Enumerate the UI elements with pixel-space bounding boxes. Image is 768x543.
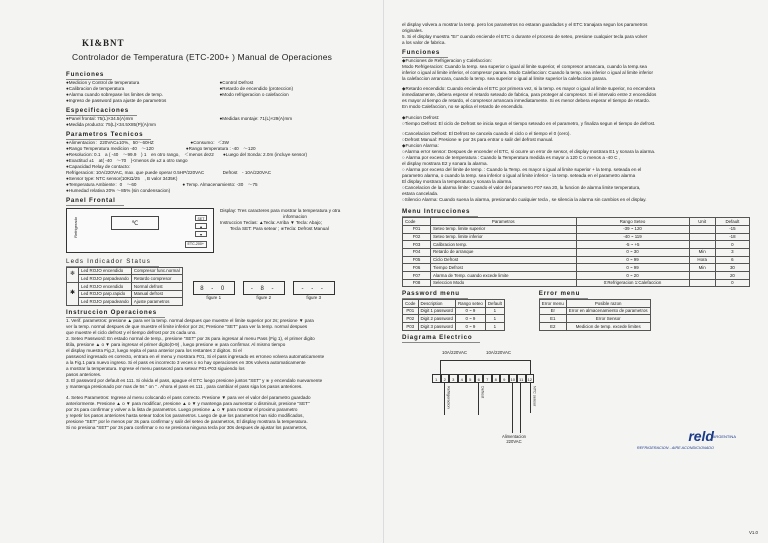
cell-range: -5 ~ +5 bbox=[576, 241, 689, 249]
funciones-text bbox=[402, 58, 754, 203]
table-cell: Digit 2 password bbox=[418, 315, 455, 323]
figure-2 bbox=[243, 281, 285, 301]
password-table bbox=[402, 299, 505, 331]
cell-code: F07 bbox=[403, 271, 431, 279]
wiring-diagram bbox=[402, 346, 754, 466]
wire bbox=[520, 383, 521, 433]
figure-caption: figure 2 bbox=[256, 294, 272, 300]
cell-range: 0:Refrigeracion 1:Calefaccion bbox=[576, 279, 689, 287]
param-line: ●Sensor type: NTC sensor(10KΩ/25 , B valor 3435K) bbox=[66, 175, 178, 181]
instr-line: 4. Seteo Parametros: Ingrese al menu colocando el pass correcto. Presione ▼ para ver el valor del parametro guardado bbox=[66, 394, 311, 400]
table-cell: Led ROJO parpadeando bbox=[79, 275, 132, 283]
cell-range: -39 ~ 120 bbox=[576, 225, 689, 233]
func-line: ○Defrost Manual: Presione ※ por 3s para entrar o salir del defrost manual. bbox=[402, 136, 554, 142]
wire bbox=[444, 383, 445, 415]
instr-line: password ingresado es correcto, entrara en el menu y mostrara F01, Si el pass ingresado es erroneo volvera automaticamente bbox=[66, 354, 325, 360]
table-cell: Error Sensor bbox=[566, 315, 650, 323]
section-funciones-right: Funciones bbox=[402, 49, 448, 58]
section-funciones: Funciones bbox=[66, 71, 112, 80]
relay-label-1: 10A/220VAC bbox=[442, 349, 468, 355]
funcion-item: ●Alarma cuando sobrepase los limites de temp. bbox=[66, 91, 163, 97]
table-cell: Er bbox=[539, 307, 566, 315]
cell-default: 30 bbox=[715, 264, 749, 272]
intro-line: a los valor de fabrica. bbox=[402, 40, 446, 46]
cell-range: -40 ~ 119 bbox=[576, 233, 689, 241]
table-cell: Retardo compresor bbox=[131, 275, 182, 283]
cell-param: Tiempo Defrost bbox=[430, 264, 576, 272]
funcion-item: ●Calibracion de temperatura bbox=[66, 85, 125, 91]
funciones-list bbox=[66, 80, 373, 104]
table-cell: P02 bbox=[403, 315, 419, 323]
func-line: Modo Refrigeracion: Cuando la temp. sea superior o igual al limite superior, el compresor arrancara, cuando la temp.sea bbox=[402, 64, 647, 70]
func-line: ○Silencio Alarma: Cuando suena la alarma, presionando cualquier tecla , se silencia la alarma sin cambios en el display. bbox=[402, 197, 647, 203]
table-header: Default bbox=[715, 218, 749, 226]
funcion-item: ●Modo refrigeracion o calefaccion bbox=[219, 91, 289, 97]
cell-range: 0 ~ 99 bbox=[576, 264, 689, 272]
table-cell: Digit 1 password bbox=[418, 307, 455, 315]
cell-unit bbox=[689, 225, 715, 233]
snowflake-icon: ❄ bbox=[67, 267, 79, 282]
instr-line: Si no presiona "SET" por 3s para confirmar o no se presiona ninguna tecla por 30s despues de ajustar los parametros, bbox=[66, 424, 308, 430]
funcion-item: ●Control Defrost bbox=[219, 79, 254, 85]
figure-3 bbox=[293, 281, 335, 301]
table-cell: Error en almacenamiento de parametros bbox=[566, 307, 650, 315]
panel-desc-line: informacion bbox=[283, 213, 307, 219]
terminal: 9 bbox=[500, 374, 509, 383]
section-leds: Leds Indicador Status bbox=[66, 258, 159, 267]
table-row bbox=[67, 267, 183, 275]
wire bbox=[440, 360, 530, 361]
func-line: En modo Calefaccion, no se aplica el retardo de encendido. bbox=[402, 104, 524, 110]
terminal: 2 bbox=[441, 374, 450, 383]
panel-frontal bbox=[66, 208, 373, 253]
cell-unit bbox=[689, 271, 715, 279]
func-line: ○Tiempo Defrost: El ciclo de Defrost se inicia segun el tiempo seteado en el parametro, y finaliza segun el tiempo de defrost. bbox=[402, 120, 656, 126]
error-block bbox=[539, 287, 651, 331]
table-header: Parametros bbox=[430, 218, 576, 226]
table-header: Code bbox=[403, 300, 419, 308]
param-line: ●Temperatura Ambiente：0 ～60 ● Temp. Almacenamiento: -30 ～75 bbox=[66, 181, 258, 187]
instr-line: 1. Verif. parametros: presione ▲ para ver la temp. normal despues que muestre el limite superior por 2s; presione ▼ para bbox=[66, 317, 314, 323]
table-row bbox=[403, 323, 505, 331]
instr-line: por 2s para confirmar y volver a la lista de parametros. Luego presione ▲ o ▼ para mostrar el proximo parametro bbox=[66, 406, 298, 412]
brand-logo: KI&BNT bbox=[82, 38, 125, 48]
table-row bbox=[403, 241, 750, 249]
right-column bbox=[384, 0, 768, 543]
param-line: ●Alimentacion：220VAC±10%、50～60HZ ●Consumo：＜3W bbox=[66, 139, 229, 145]
table-cell: 0 ~ 9 bbox=[455, 315, 485, 323]
instr-line: ver la temp. normal despues de que muestre el limite inferior por 2s; Presione "SET" para ver la temp. normal despues bbox=[66, 323, 308, 329]
wire bbox=[530, 360, 531, 374]
label-refrigeracion: Refrigeracion bbox=[446, 385, 451, 409]
instr-line: que muestre el ciclo defrost y el tiempo defrost por 2s cada uno. bbox=[66, 329, 197, 335]
cell-param: Seteo temp. limite inferior bbox=[430, 233, 576, 241]
terminal: 8 bbox=[492, 374, 501, 383]
cell-unit bbox=[689, 233, 715, 241]
reld-logo: reld bbox=[688, 427, 714, 444]
leds-table bbox=[66, 267, 183, 306]
spec-item: ●Medida producto: 75(L)×34.5X85(P)(A)mm bbox=[66, 121, 156, 127]
table-cell: 0 ~ 9 bbox=[455, 323, 485, 331]
instrucciones-text bbox=[66, 318, 373, 431]
param-line: ●Exactitud ±1 at( -40 ～70 )<menos de ±2 a otro rango bbox=[66, 157, 188, 163]
terminal: 6 bbox=[475, 374, 484, 383]
instr-line: pasos anteriores. bbox=[66, 372, 102, 378]
cell-param: Retardo de arranque bbox=[430, 248, 576, 256]
terminal: 12 bbox=[526, 374, 535, 383]
table-row bbox=[539, 323, 650, 331]
func-line: ○Alarma error sensor: Despues de encender el ETC, si ocurre un error de sensor, el display mostrara E1 y sonara la alarma. bbox=[402, 148, 656, 154]
instr-line: anteriormente. Presione ▲ o ▼ para modificar, presione ▲ o ▼ y mantenga para aumentar o disminuir, presione "SET" bbox=[66, 400, 310, 406]
cell-param: Seteo temp. limite superior bbox=[430, 225, 576, 233]
cell-param: Calibracion temp. bbox=[430, 241, 576, 249]
especificaciones-list bbox=[66, 116, 373, 128]
func-line: el display mostrara E2 y sonara la alarma. bbox=[402, 160, 488, 166]
table-row bbox=[539, 307, 650, 315]
table-row bbox=[403, 279, 750, 287]
leds-area bbox=[66, 267, 373, 306]
table-row bbox=[539, 315, 650, 323]
figure-display: - - - bbox=[293, 281, 335, 295]
cell-code: F08 bbox=[403, 279, 431, 287]
instr-line: y mantenga presionado por mas de 5s " on " . Ahora el pass es 111 , para cambiar el pass siga los pasos anteriores. bbox=[66, 384, 303, 390]
panel-desc-line: Display: Tres caracteres para mostrar la temperatura y otra bbox=[220, 207, 341, 213]
table-cell: 1 bbox=[485, 307, 504, 315]
table-row bbox=[403, 307, 505, 315]
panel-description bbox=[220, 208, 370, 253]
document-title: Controlador de Temperatura (ETC-200+ ) Manual de Operaciones bbox=[72, 52, 333, 63]
table-header: Error menu bbox=[539, 300, 566, 308]
cell-default: 6 bbox=[715, 256, 749, 264]
lcd-display: ℃ bbox=[111, 216, 159, 230]
cell-default: -15 bbox=[715, 225, 749, 233]
cell-unit: Min bbox=[689, 248, 715, 256]
figure-display: - 8 - bbox=[243, 281, 285, 295]
func-line: estara cancelada. bbox=[402, 191, 439, 197]
table-cell: 1 bbox=[485, 323, 504, 331]
label-ntc-sensor: NTC sensor bbox=[532, 385, 537, 406]
table-header: Default bbox=[485, 300, 504, 308]
terminal: 3 bbox=[449, 374, 458, 383]
table-row bbox=[67, 298, 183, 306]
section-panel-frontal: Panel Frontal bbox=[66, 197, 124, 206]
figure-display: 8 - 0 bbox=[193, 281, 235, 295]
table-header: Code bbox=[403, 218, 431, 226]
relay-label-2: 10A/220VAC bbox=[486, 349, 512, 355]
panel-side-label: Refrigerado bbox=[73, 216, 78, 238]
set-button[interactable]: SET bbox=[195, 215, 207, 221]
power-label bbox=[502, 434, 526, 445]
table-cell: Manual defrost bbox=[131, 290, 182, 298]
instr-line: a la Fig.1 para nuevo ingreso. Si el pass es incorrecto 3 veces o no hay operaciones en 30s volvera automaticamente bbox=[66, 360, 306, 366]
instr-line: presione "SET" por le menos por 3s para confirmar y salir del seteo de parametros, El display mostrara la temperatura. bbox=[66, 418, 308, 424]
reld-tag: ARGENTINA bbox=[712, 433, 736, 439]
table-row bbox=[67, 290, 183, 298]
panel-illustration bbox=[66, 208, 214, 253]
instr-line: titila, presione ▲ o ▼ para ingresar el primer digito(0-9) , luego presione ※ para confirmar. Al mismo tiempo bbox=[66, 342, 286, 347]
section-menu: Menu Intrucciones bbox=[402, 208, 478, 217]
table-cell: 1 bbox=[485, 315, 504, 323]
param-line: ●Resolucion: 0.1 a ( -40 ～99.9 ) 1 en otro rango, ＜menos dez2 ●Luego del Sonda: 2.0m (incluye sensor) bbox=[66, 151, 307, 157]
instr-line: 2. Seteo Password: En estado normal de temp., presione "SET" por 3s para ingresar al menu Pass (Fig 1), el primer digito bbox=[66, 335, 315, 341]
cell-default: 3 bbox=[715, 248, 749, 256]
cell-range: 0 ~ 99 bbox=[576, 256, 689, 264]
panel-desc-line: Tecla SET: Para setear ; ※Tecla: Defrost Manual bbox=[230, 226, 329, 231]
func-line: ○Cancelacion de la alarma limite: Cuando el valor del parametro F07 sea 20, la funcion de alarma limite temperatura, bbox=[402, 185, 641, 191]
param-line: ●Rango Temperatura medicion -40 ～120 ●Rango temperatura : -40 ～120 bbox=[66, 145, 256, 151]
section-password: Password menu bbox=[402, 290, 468, 299]
intro-line: originales. bbox=[402, 28, 423, 34]
table-header: Rango seteo bbox=[455, 300, 485, 308]
section-error: Error menu bbox=[539, 290, 588, 299]
cell-param: Alarma de Temp. cuando excede limite bbox=[430, 271, 576, 279]
reld-subtitle: REFRIGERACION - AIRE ACONDICIONADO bbox=[636, 445, 714, 450]
cell-code: F06 bbox=[403, 264, 431, 272]
panel-model-label: ETC-200+ bbox=[185, 241, 207, 247]
func-line: ○ Alarma por exceso del limite de temp. : Cuando la Temp. es mayor o igual al limite superior + la temp. seteada en el bbox=[402, 167, 642, 172]
param-line: ●Capacidad Relay de contacto： bbox=[66, 163, 134, 169]
func-line: inferior o igual al limite inferior, el compresor parara. Modo Calefaccion: Cuando la temp. sea inferior o igual al limite inferior bbox=[402, 70, 653, 76]
table-cell: Compresor func.normal bbox=[131, 267, 182, 275]
terminal: 5 bbox=[466, 374, 475, 383]
instr-line: el display muestra Fig.2, luego repita el paso anterior para los restantes 2 digitos. Si el bbox=[66, 348, 242, 354]
instr-line: y repetir los pasos anteriores hasta setear todos los parametros. Luego de que los parametros han sido modificados, bbox=[66, 412, 304, 418]
cell-unit bbox=[689, 279, 715, 287]
param-line: ●Humedad relativa 20% ～85% (sin condensacion) bbox=[66, 188, 171, 193]
terminal: 4 bbox=[458, 374, 467, 383]
label-defrost: Defrost bbox=[480, 385, 485, 398]
spec-item: ●Panel frontal: 75(L)×34.5(A)mm bbox=[66, 115, 134, 121]
param-line: Refrigeracion: 10A/220VAC, max. que puede operar 0.5HP/220VAC Defrost - 10A/220VAC bbox=[66, 169, 272, 175]
table-row bbox=[403, 225, 750, 233]
table-header-row bbox=[403, 300, 505, 308]
version-label: V1.0 bbox=[748, 529, 758, 535]
table-header: Unit bbox=[689, 218, 715, 226]
wire bbox=[440, 360, 441, 374]
table-header: Description bbox=[418, 300, 455, 308]
terminal: 11 bbox=[517, 374, 526, 383]
wire bbox=[530, 383, 531, 413]
up-arrow-icon[interactable]: ▲ bbox=[195, 223, 207, 229]
table-cell: Led ROJO parpadeando bbox=[79, 298, 132, 306]
figures bbox=[193, 281, 335, 301]
cell-code: F03 bbox=[403, 241, 431, 249]
down-arrow-icon[interactable]: ▼ bbox=[195, 231, 207, 237]
cell-default: 20 bbox=[715, 271, 749, 279]
menu-table bbox=[402, 217, 750, 287]
password-block bbox=[402, 287, 505, 331]
cell-default: -18 bbox=[715, 233, 749, 241]
instr-line: 3. El password por default es 111. Si olvida el pass, apague el ETC luego presione juntos "SET" y ※ y encendalo nuevamente bbox=[66, 378, 323, 384]
figure-caption: figure 1 bbox=[206, 294, 222, 300]
table-header: Posible razon bbox=[566, 300, 650, 308]
table-cell: E2 bbox=[539, 323, 566, 331]
table-row bbox=[403, 264, 750, 272]
intro-line: el display volvera a mostrar la temp. pero los parametros no estaran guardados y el ETC tranajara segun los parametros bbox=[402, 22, 648, 27]
table-header-row bbox=[539, 300, 650, 308]
table-header: Rango Seteo bbox=[576, 218, 689, 226]
func-line: ◆Funcion Alarma: bbox=[402, 142, 439, 148]
table-cell: Ajuste parametros bbox=[131, 298, 182, 306]
panel-buttons bbox=[195, 215, 207, 237]
table-cell: Digit 3 password bbox=[418, 323, 455, 331]
terminal: 1 bbox=[432, 374, 441, 383]
wire bbox=[478, 383, 479, 415]
cell-code: F05 bbox=[403, 256, 431, 264]
func-line: inmediatamente, debera esperar el retardo seteado de fabrica, para proteger al compresor. Si el intervalo entre 2 encendidos bbox=[402, 92, 657, 98]
table-cell: Led ROJO encendido bbox=[79, 267, 132, 275]
table-cell: 0 ~ 9 bbox=[455, 307, 485, 315]
table-row bbox=[403, 256, 750, 264]
panel-desc-line: Instruccion Teclas: ▲Tecla: Arriba ▼ Tecla: Abajo; bbox=[220, 219, 322, 225]
error-table bbox=[539, 299, 651, 331]
defrost-icon: ✱ bbox=[67, 282, 79, 305]
table-cell: Medicion de temp. excede limites bbox=[566, 323, 650, 331]
cell-default: 0 bbox=[715, 241, 749, 249]
password-error-tables bbox=[402, 287, 754, 331]
table-row bbox=[403, 315, 505, 323]
funcion-item: ●Retardo de encendido (proteccion) bbox=[219, 85, 294, 91]
power-voltage: 220VAC bbox=[506, 438, 522, 444]
instr-line: a mostrar la temperatura. Ingrese el menu password para setear P01-P03 siguiendo los bbox=[66, 366, 245, 372]
terminal: 10 bbox=[509, 374, 518, 383]
funcion-item: ●Medicion y Control de temperatura bbox=[66, 79, 140, 85]
cell-unit bbox=[689, 241, 715, 249]
table-cell: E1 bbox=[539, 315, 566, 323]
func-line: es mayor al tiempo de retardo, el compresor arrancara inmediatamente. Si es menor debera esperar el tiempo de retardo. bbox=[402, 98, 650, 104]
cell-unit: Hora bbox=[689, 256, 715, 264]
figure-1 bbox=[193, 281, 235, 301]
func-line: ○Cancelacion Defrost: El Defrost se cancela cuando el ciclo o el tiempo el 0 (cero). bbox=[402, 130, 571, 136]
table-row bbox=[67, 282, 183, 290]
cell-range: 0 ~ 20 bbox=[576, 271, 689, 279]
table-row bbox=[403, 271, 750, 279]
cell-code: F02 bbox=[403, 233, 431, 241]
func-line: ○ Alarma por exceso de temperatura : Cuando la Temperatura medida es mayor a 120 C o menos a -40 C , bbox=[402, 154, 620, 160]
func-line: ◆Retardo encendido: Cuando encienda el ETC por primera vez, si la temp. es mayor o igual al limite superior, no encendera bbox=[402, 86, 656, 92]
parametros-list bbox=[66, 140, 373, 195]
section-especificaciones: Especificaciones bbox=[66, 107, 137, 116]
cell-param: Seleccion Modo bbox=[430, 279, 576, 287]
func-line: ◆Funciones de Refrigeracion y Calefaccion: bbox=[402, 58, 492, 63]
section-diagrama: Diagrama Electrico bbox=[402, 334, 480, 343]
cell-code: F01 bbox=[403, 225, 431, 233]
section-instrucciones: Instruccion Operaciones bbox=[66, 309, 165, 318]
cell-code: F04 bbox=[403, 248, 431, 256]
table-row bbox=[403, 233, 750, 241]
table-row bbox=[67, 275, 183, 283]
cell-unit: Min bbox=[689, 264, 715, 272]
intro-text bbox=[402, 22, 754, 46]
table-cell: P03 bbox=[403, 323, 419, 331]
spec-item: ●Medidas montaje: 71(L)×29(A)mm bbox=[219, 115, 293, 121]
table-cell: P01 bbox=[403, 307, 419, 315]
power-label-text: Alimentacion bbox=[502, 433, 526, 439]
terminal: 7 bbox=[483, 374, 492, 383]
funcion-item: ●Ingreso de password para ajuste de parametros bbox=[66, 97, 167, 103]
table-cell: Led ROJO encendido bbox=[79, 282, 132, 290]
section-parametros-tecnicos: Parametros Tecnicos bbox=[66, 131, 151, 140]
wire bbox=[512, 383, 513, 433]
func-line: parametro alarma, o cuando la temp. sea inferior o igual al limite inferior - la temp. seteada en el parametro alarma bbox=[402, 173, 636, 179]
func-line: ◆Funcion Defrost: bbox=[402, 114, 440, 120]
cell-default: 0 bbox=[715, 279, 749, 287]
func-line: El display mostrara la temperatura y sonara la alarma. bbox=[402, 179, 513, 185]
cell-range: 0 ~ 30 bbox=[576, 248, 689, 256]
figure-caption: figure 3 bbox=[306, 294, 322, 300]
intro-line: 5. Si el display muestra "Er" cuando enciende el ETC o durante el proceso de seteo, presione cualquier tecla para volver bbox=[402, 34, 648, 40]
cell-param: Ciclo Defrost bbox=[430, 256, 576, 264]
func-line: la calefaccion arrancara, cuando la temp. sea superior o igual al limite superior la calefaccion parara. bbox=[402, 76, 608, 82]
table-row bbox=[403, 248, 750, 256]
terminal-block bbox=[432, 374, 534, 383]
table-cell: Led ROJO parp.rapido bbox=[79, 290, 132, 298]
table-header-row bbox=[403, 218, 750, 226]
table-cell: Normal defrost bbox=[131, 282, 182, 290]
